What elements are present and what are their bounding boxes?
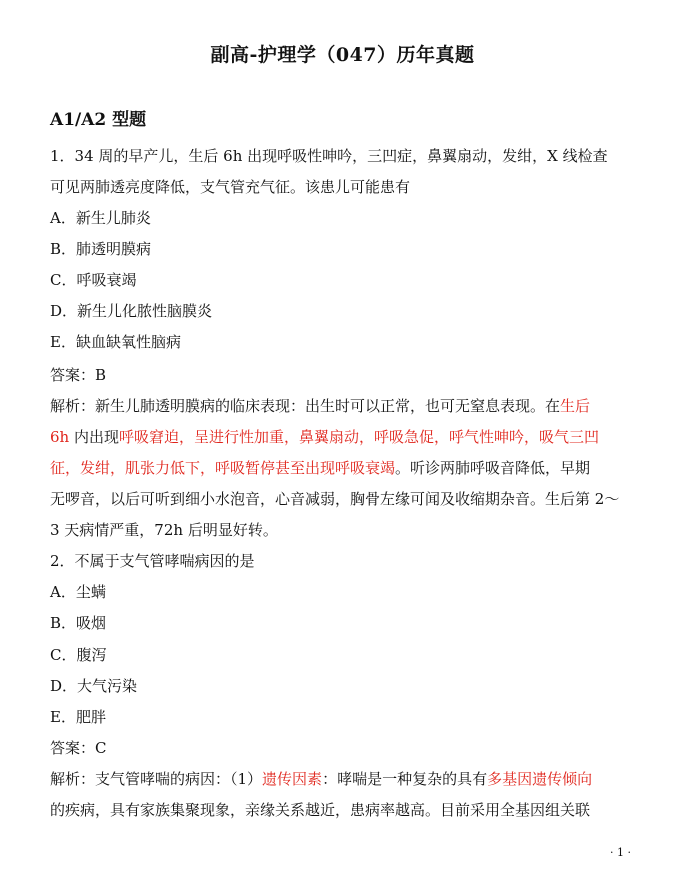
- q2-option-b: B．吸烟: [50, 614, 107, 632]
- q1-analysis-line5: 3 天病情严重，72h 后明显好转。: [50, 521, 278, 539]
- q1-option-b: B．肺透明膜病: [50, 240, 152, 258]
- q1-option-a: A．新生儿肺炎: [50, 209, 151, 227]
- q1-stem-line1: 1．34 周的早产儿，生后 6h 出现呼吸性呻吟，三凹症，鼻翼扇动，发绀，X 线检查: [50, 147, 608, 165]
- q1-analysis-line4: 无啰音，以后可听到细小水泡音，心音减弱，胸骨左缘可闻及收缩期杂音。生后第 2～: [50, 490, 620, 508]
- q2-option-a: A．尘螨: [50, 583, 106, 601]
- q1-analysis-line1: [50, 396, 590, 416]
- q1-analysis-text: 内出现: [69, 428, 119, 446]
- q1-option-e: E．缺血缺氧性脑病: [50, 333, 181, 351]
- q1-analysis-line3: [50, 458, 590, 478]
- q2-analysis-highlight: 遗传因素: [262, 770, 323, 788]
- q1-analysis-highlight: 征，发绀，肌张力低下，呼吸暂停甚至出现呼吸衰竭: [50, 459, 396, 477]
- q2-analysis-line2: 的疾病，具有家族集聚现象，亲缘关系越近，患病率越高。目前采用全基因组关联: [50, 801, 591, 819]
- q2-option-e: E．肥胖: [50, 708, 106, 726]
- q2-analysis-highlight: 多基因遗传倾向: [487, 770, 593, 788]
- q1-analysis-text: 解析：新生儿肺透明膜病的临床表现：出生时可以正常，也可无窒息表现。在: [50, 397, 561, 415]
- q2-analysis-line1: [50, 769, 592, 789]
- q1-analysis-text: 。听诊两肺呼吸音降低，早期: [395, 459, 591, 477]
- page-number: · 1 ·: [610, 846, 631, 859]
- q1-stem-line2: 可见两肺透亮度降低，支气管充气征。该患儿可能患有: [50, 178, 411, 196]
- q2-option-d: D．大气污染: [50, 677, 138, 695]
- page-title: 副高-护理学（047）历年真题: [210, 44, 475, 66]
- q2-answer: 答案：C: [50, 739, 107, 757]
- q2-analysis-text: 解析：支气管哮喘的病因：（1）: [50, 770, 263, 788]
- q1-analysis-highlight: 呼吸窘迫，呈进行性加重，鼻翼扇动，呼吸急促，呼气性呻吟，吸气三凹: [119, 428, 600, 446]
- q1-answer: 答案：B: [50, 366, 107, 384]
- q2-analysis-text: ：哮喘是一种复杂的具有: [322, 770, 488, 788]
- section-heading: A1/A2 型题: [50, 110, 147, 130]
- q2-stem: 2．不属于支气管哮喘病因的是: [50, 552, 255, 570]
- q1-analysis-line2: [50, 427, 599, 447]
- q1-analysis-highlight: 6h: [50, 428, 70, 446]
- q2-option-c: C．腹泻: [50, 646, 107, 664]
- q1-option-c: C．呼吸衰竭: [50, 271, 137, 289]
- q1-analysis-highlight: 生后: [560, 397, 591, 415]
- q1-option-d: D．新生儿化脓性脑膜炎: [50, 302, 213, 320]
